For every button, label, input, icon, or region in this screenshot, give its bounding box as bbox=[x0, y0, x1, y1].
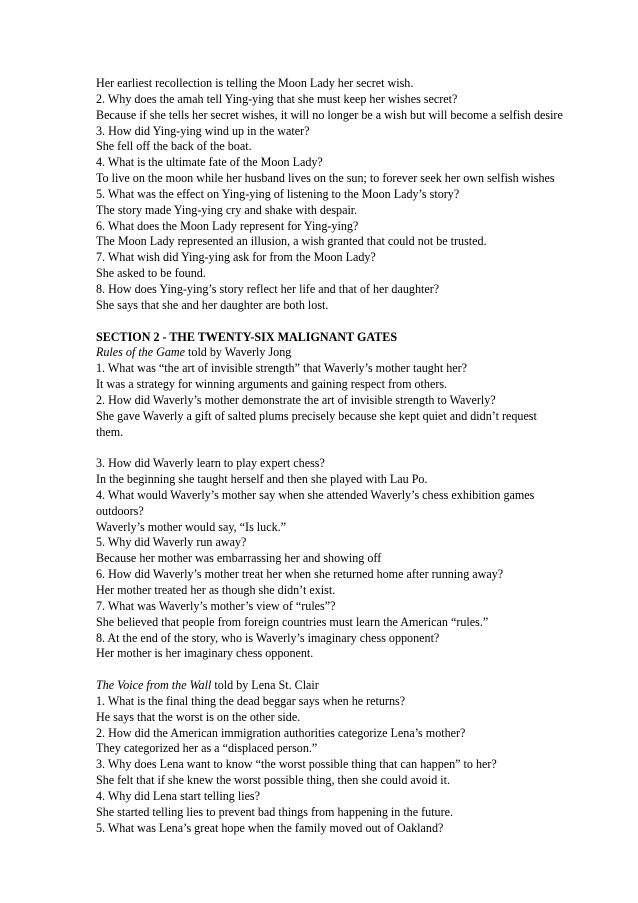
answer-line: Because if she tells her secret wishes, it will no longer be a wish but will become a selfish desire bbox=[96, 107, 563, 122]
block-rules-of-the-game-b bbox=[96, 456, 566, 662]
document-page bbox=[96, 76, 566, 837]
question-line: 6. What does the Moon Lady represent for Ying-ying? bbox=[96, 218, 359, 233]
answer-line: He says that the worst is on the other side. bbox=[96, 709, 301, 724]
block-rules-of-the-game-a bbox=[96, 361, 566, 440]
question-line: 2. How did the American immigration authorities categorize Lena’s mother? bbox=[96, 725, 466, 740]
story-teller: told by Waverly Jong bbox=[185, 345, 292, 360]
answer-line: She started telling lies to prevent bad things from happening in the future. bbox=[96, 804, 454, 819]
answer-line: The Moon Lady represented an illusion, a wish granted that could not be trusted. bbox=[96, 234, 487, 249]
answer-line: Her mother treated her as though she didn’t exist. bbox=[96, 583, 336, 597]
paragraph-gap bbox=[96, 440, 566, 456]
question-line: 1. What is the final thing the dead beggar says when he returns? bbox=[96, 693, 406, 708]
paragraph-gap bbox=[96, 314, 566, 330]
story-teller: told by Lena St. Clair bbox=[211, 678, 319, 693]
answer-line: She says that she and her daughter are both lost. bbox=[96, 297, 329, 312]
question-line: 5. Why did Waverly run away? bbox=[96, 535, 247, 550]
answer-line: She believed that people from foreign countries must learn the American “rules.” bbox=[96, 614, 489, 629]
answer-line: Waverly’s mother would say, “Is luck.” bbox=[96, 519, 287, 534]
question-line: 4. Why did Lena start telling lies? bbox=[96, 788, 261, 803]
block-voice-from-the-wall bbox=[96, 694, 566, 837]
section-heading: SECTION 2 - THE TWENTY-SIX MALIGNANT GATES bbox=[96, 329, 398, 344]
answer-line: They categorized her as a “displaced person.” bbox=[96, 741, 318, 756]
question-line: 2. Why does the amah tell Ying-ying that she must keep her wishes secret? bbox=[96, 91, 458, 106]
question-line: 2. How did Waverly’s mother demonstrate the art of invisible strength to Waverly? bbox=[96, 392, 496, 407]
question-line: 1. What was “the art of invisible strength” that Waverly’s mother taught her? bbox=[96, 361, 468, 376]
question-line: 5. What was the effect on Ying-ying of listening to the Moon Lady’s story? bbox=[96, 186, 460, 201]
question-line: 6. How did Waverly’s mother treat her when she returned home after running away? bbox=[96, 567, 504, 582]
story-title: Rules of the Game bbox=[96, 345, 186, 360]
answer-line: To live on the moon while her husband lives on the sun; to forever seek her own selfish wishes bbox=[96, 171, 555, 186]
answer-line: She fell off the back of the boat. bbox=[96, 139, 252, 154]
answer-line: Because her mother was embarrassing her and showing off bbox=[96, 551, 382, 566]
story-title: The Voice from the Wall bbox=[96, 678, 212, 693]
question-line: 8. At the end of the story, who is Waverly’s imaginary chess opponent? bbox=[96, 630, 440, 645]
answer-line: She gave Waverly a gift of salted plums precisely because she kept quiet and didn’t request them. bbox=[96, 408, 537, 439]
paragraph-gap bbox=[96, 662, 566, 678]
question-line: 4. What would Waverly’s mother say when she attended Waverly’s chess exhibition games outdoors? bbox=[96, 487, 535, 518]
question-line: 7. What wish did Ying-ying ask for from the Moon Lady? bbox=[96, 250, 376, 265]
answer-line: She asked to be found. bbox=[96, 266, 206, 281]
answer-line: Her mother is her imaginary chess opponent. bbox=[96, 646, 314, 661]
question-line: 4. What is the ultimate fate of the Moon Lady? bbox=[96, 155, 323, 170]
question-line: 7. What was Waverly’s mother’s view of “rules”? bbox=[96, 598, 336, 613]
story-heading bbox=[96, 678, 566, 694]
answer-line: It was a strategy for winning arguments and gaining respect from others. bbox=[96, 377, 448, 392]
question-line: 3. How did Ying-ying wind up in the water? bbox=[96, 123, 310, 138]
text-line: Her earliest recollection is telling the Moon Lady her secret wish. bbox=[96, 76, 414, 90]
question-line: 3. Why does Lena want to know “the worst possible thing that can happen” to her? bbox=[96, 757, 497, 772]
block-moon-lady bbox=[96, 76, 566, 314]
answer-line: She felt that if she knew the worst possible thing, then she could avoid it. bbox=[96, 773, 451, 788]
question-line: 8. How does Ying-ying’s story reflect her life and that of her daughter? bbox=[96, 281, 440, 296]
question-line: 5. What was Lena’s great hope when the family moved out of Oakland? bbox=[96, 820, 444, 835]
question-line: 3. How did Waverly learn to play expert chess? bbox=[96, 456, 325, 471]
answer-line: The story made Ying-ying cry and shake with despair. bbox=[96, 202, 358, 217]
answer-line: In the beginning she taught herself and then she played with Lau Po. bbox=[96, 472, 428, 487]
story-heading bbox=[96, 345, 566, 361]
